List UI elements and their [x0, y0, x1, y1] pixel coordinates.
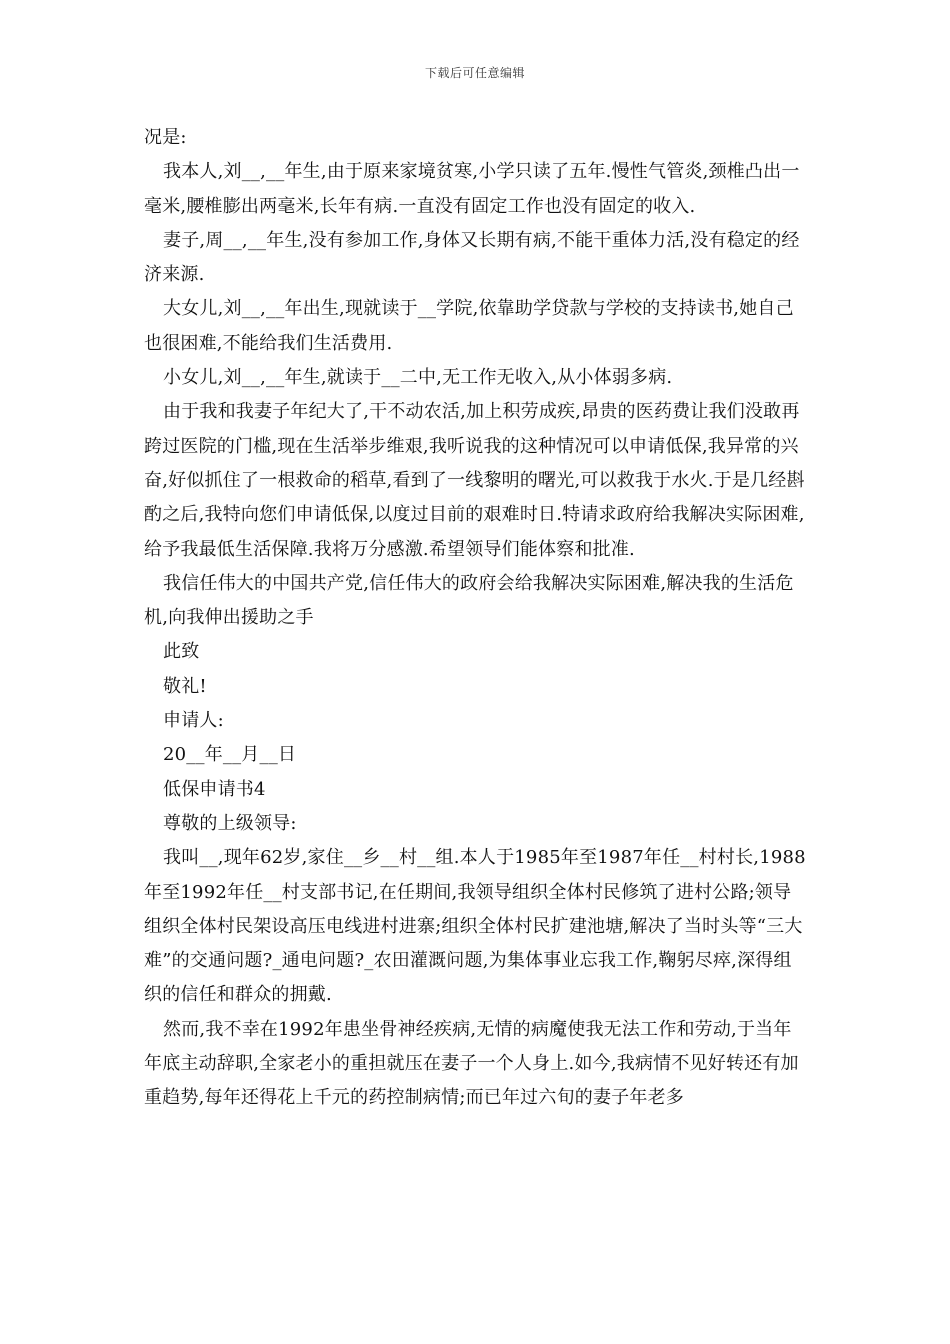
section-title: 低保申请书4 — [163, 778, 266, 800]
paragraph-background: 我叫__,现年62岁,家住__乡__村__组.本人于1985年至1987年任__村村长,1988年至1992年任__村支部书记,在任期间,我领导组织全体村民修筑了进村公路;领导组织全体村民架设高压电线进村进寨;组织全体村民扩建池塘,解决了当时头等“三大难”的交通问题?_通电问题?_农田灌溉问题,为集体事业忘我工作,鞠躬尽瘁,深得组织的信任和群众的拥戴. — [144, 847, 806, 1006]
document-body — [144, 121, 808, 1116]
greeting: 尊敬的上级领导: — [163, 812, 297, 834]
paragraph-intro: 况是: — [144, 127, 187, 148]
date-line: 20__年__月__日 — [163, 744, 297, 766]
closing-regards: 敬礼! — [163, 675, 207, 697]
paragraph-self: 我本人,刘__,__年生,由于原来家境贫寒,小学只读了五年.慢性气管炎,颈椎凸出一毫米,腰椎膨出两毫米,长年有病.一直没有固定工作也没有固定的收入. — [144, 161, 800, 217]
page-header: 下载后可任意编辑 — [424, 66, 525, 80]
paragraph-wife: 妻子,周__,__年生,没有参加工作,身体又长期有病,不能干重体力活,没有稳定的经济来源. — [144, 229, 800, 286]
paragraph-request: 由于我和我妻子年纪大了,干不动农活,加上积劳成疾,昂贵的医药费让我们没敢再跨过医院的门槛,现在生活举步维艰,我听说我的这种情况可以申请低保,我异常的兴奋,好似抓住了一根救命的稻草,看到了一线黎明的曙光,可以救我于水火.于是几经斟酌之后,我特向您们申请低保,以度过目前的艰难时日.特请求政府给我解决实际困难,给予我最低生活保障.我将万分感激.希望领导们能体察和批准. — [144, 401, 805, 560]
paragraph-illness: 然而,我不幸在1992年患坐骨神经疾病,无情的病魔使我无法工作和劳动,于当年年底主动辞职,全家老小的重担就压在妻子一个人身上.如今,我病情不见好转还有加重趋势,每年还得花上千元的药控制病情;而已年过六旬的妻子年老多 — [144, 1018, 799, 1109]
paragraph-younger-daughter: 小女儿,刘__,__年生,就读于__二中,无工作无收入,从小体弱多病. — [163, 367, 673, 389]
closing-salutation: 此致 — [163, 641, 200, 663]
paragraph-trust: 我信任伟大的中国共产党,信任伟大的政府会给我解决实际困难,解决我的生活危机,向我伸出援助之手 — [144, 572, 794, 629]
applicant-label: 申请人: — [163, 710, 224, 732]
paragraph-elder-daughter: 大女儿,刘__,__年出生,现就读于__学院,依靠助学贷款与学校的支持读书,她自己也很困难,不能给我们生活费用. — [144, 298, 794, 354]
